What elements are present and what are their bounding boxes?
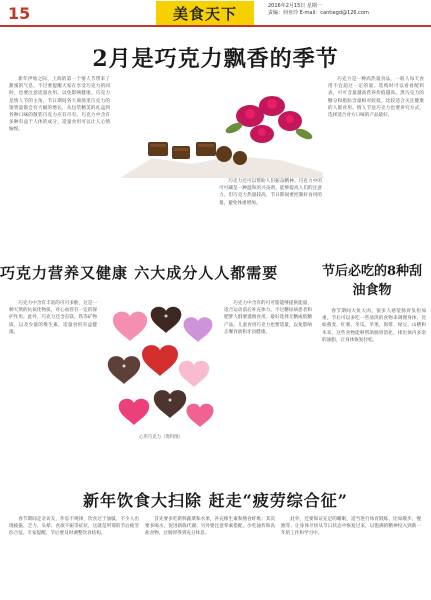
article-column-6 (224, 300, 312, 478)
section-banner (156, 1, 254, 25)
article-text: 春节期间大鱼大肉，很多人感觉肠胃负担加重。节后可以多吃一些清淡的食物来调理身体，比如燕麦、红薯、冬瓜、苹果、海带、绿豆、山楂和木耳，这些食物能够帮助肠胃消化，排出体内多余的油脂，让身体恢复轻松。 (322, 309, 426, 343)
headline-main: 2月是巧克力飘香的季节 (92, 46, 339, 72)
headline-side: 节后必吃的8种刮油食物 (321, 264, 423, 298)
issue-date: 2016年2月15日 星期一 (268, 3, 322, 9)
heart-chocolates-photo (104, 300, 218, 434)
article-column-4 (328, 76, 424, 248)
article-text: 新年伊始之际，上海的第一个情人节带来了甜蜜的气息，不过要提醒大家在享受巧克力的同时，也要注意适量食用，以免影响健康。巧克力是情人节的主角，节日期间各大商场里巧克力的销售量都会有大幅的增长，从包装精美的礼盒到各种口味的散装巧克力应有尽有。巧克力中含有多种有益于人体的成分，适量食用可以让人心情愉悦。 (9, 77, 110, 133)
page-number: 15 (8, 4, 31, 23)
headline-bottom: 新年饮食大扫除 赶走“疲劳综合征” (83, 491, 348, 510)
photo-caption: 心形巧克力（资料图） (139, 435, 183, 440)
article-text: 首先要多吃新鲜蔬菜和水果，补充维生素和膳食纤维；其次要多喝水，促进新陈代谢；另外要注意荤素搭配，少吃油炸和高盐食物，让肠胃得到充分休息。 (145, 517, 275, 537)
header-rule (0, 25, 431, 27)
headline-middle: 巧克力营养又健康 六大成分人人都需要 (0, 264, 279, 282)
page-header (0, 0, 431, 26)
article-text: 巧克力中含有的可可脂能够提供能量，适合运动前后补充体力。不过糖尿病患者和肥胖人群要谨慎食用，最好选择无糖或低糖产品。儿童食用巧克力也要适量，以免影响正餐食欲和牙齿健康。 (224, 301, 312, 335)
article-column-7 (322, 308, 426, 478)
article-text: 巧克力是一种高热量食品，一般人每天食用不宜超过一定的量。选购时可以看看配料表，可可含量越高营养价值越高。黑巧克力的糖分和脂肪含量相对较低，比较适合关注健康的人群食用。情人节送巧克力也要讲究方式，选择适合对方口味的产品最好。 (328, 77, 424, 119)
article-column-9 (145, 516, 275, 596)
issue-info (268, 3, 428, 17)
article-text: 巧克力中含有丰富的可可多酚，这是一种天然的抗氧化物质，对心血管有一定的保护作用。此外，巧克力还含有镁、铁等矿物质，以及少量的维生素，适量食用有益健康。 (9, 301, 97, 335)
section-title: 美食天下 (172, 4, 237, 23)
article-text: 巧克力还可以帮助人们振奋精神。巧克力中的可可碱是一种温和的兴奋剂，能够提高人们的注意力。但巧克力热量较高，节日期间要控制好食用的量，避免体重增加。 (219, 179, 322, 206)
article-column-8 (9, 516, 139, 596)
article-column-1 (9, 76, 110, 246)
chocolate-roses-photo (112, 76, 324, 178)
article-column-5 (9, 300, 97, 478)
editor-contact: 责编：何亚玲 E-mail：cantiegd@126.com (268, 10, 369, 16)
article-column-3 (219, 178, 322, 248)
article-text: 此外，还要保证充足的睡眠，适当进行体育锻炼，比如散步、慢跑等，让身体尽快从节日状态中恢复过来，以饱满的精神投入到新一年的工作和学习中。 (281, 517, 421, 537)
article-column-10 (281, 516, 421, 596)
article-text: 春节期间走亲访友，作息不规律，饮食过于油腻，不少人出现疲倦、乏力、头晕、食欲不振等症状，这就是所谓的节后疲劳综合征。专家提醒，节后要及时调整饮食结构。 (9, 517, 139, 537)
